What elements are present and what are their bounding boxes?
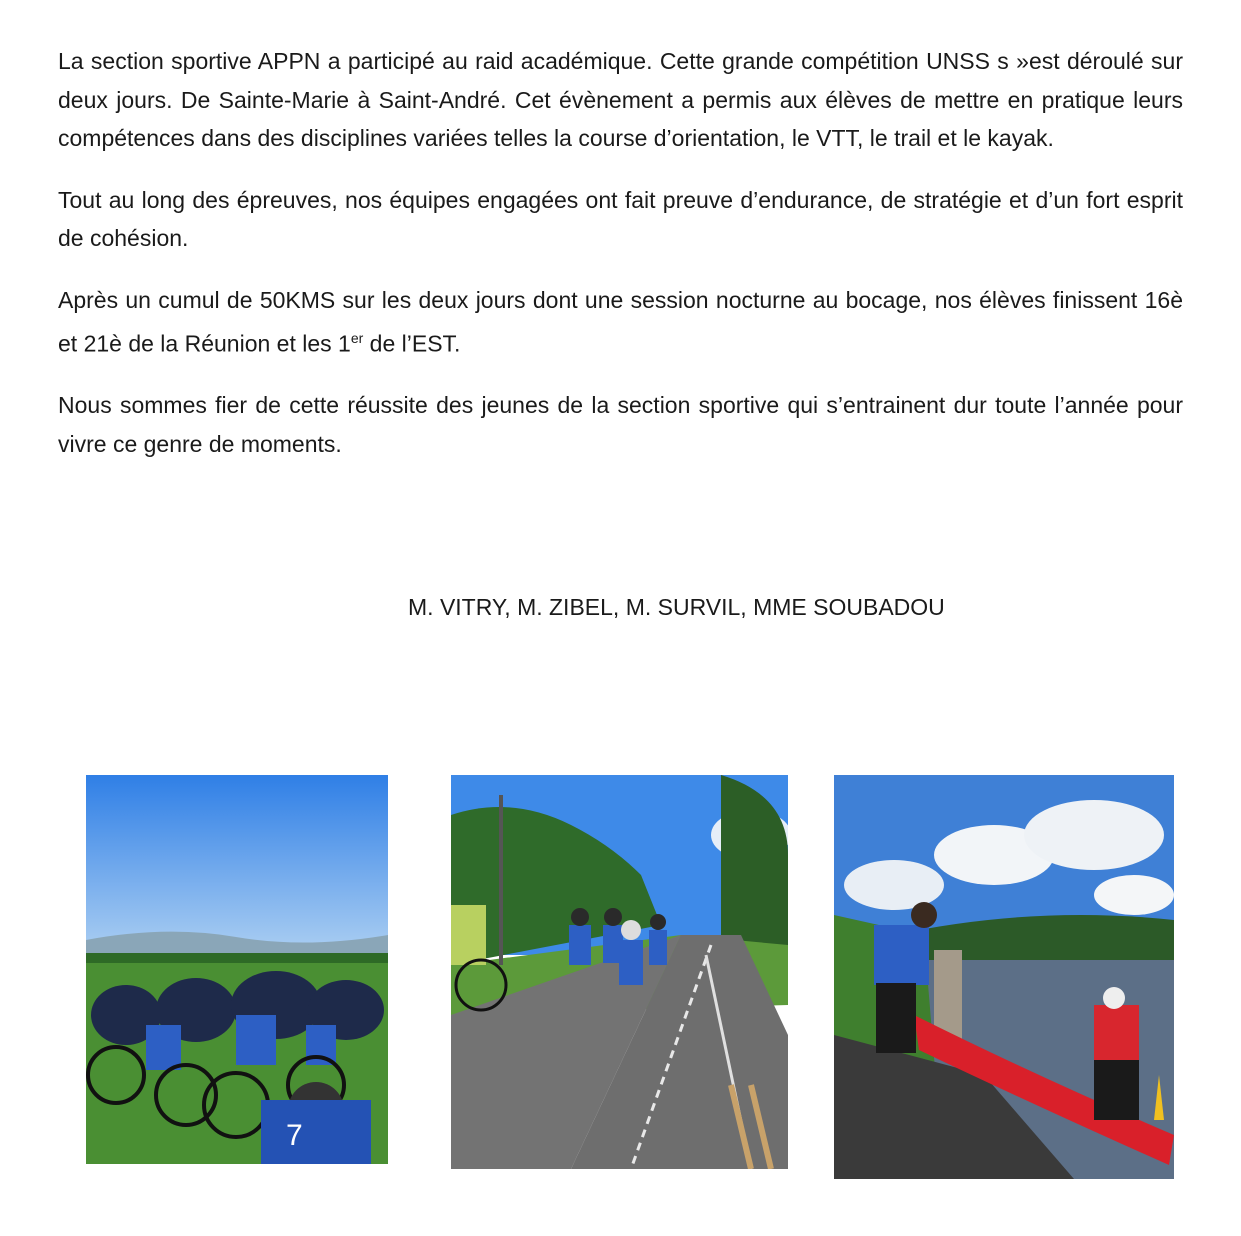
svg-text:7: 7 [286, 1119, 303, 1152]
paragraph [58, 281, 1183, 364]
paragraph-text: Après un cumul de 50KMS sur les deux jours dont une session nocturne au bocage, nos élèves finissent 16è et 21è de la Réunion et les 1 [58, 286, 1183, 357]
signature: M. VITRY, M. ZIBEL, M. SURVIL, MME SOUBADOU [408, 594, 945, 620]
paragraph: Tout au long des épreuves, nos équipes engagées ont fait preuve d’endurance, de stratégie et d’un fort esprit de cohésion. [58, 186, 1183, 251]
photo-runners [451, 775, 788, 1169]
superscript: er [350, 330, 364, 346]
paragraph: La section sportive APPN a participé au raid académique. Cette grande compétition UNSS s »est déroulé sur deux jours. De Sainte-Marie à Saint-André. Cet évènement a permis aux élèves de mettre en pratique leurs compétences dans des disciplines variées telles la course d’orientation, le VTT, le trail et le kayak. [58, 48, 1183, 151]
paragraph-text: de l’EST. [363, 330, 461, 357]
photo-bikes [86, 775, 388, 1164]
paragraph: Nous sommes fier de cette réussite des jeunes de la section sportive qui s’entrainent dur toute l’année pour vivre ce genre de moments. [58, 392, 1183, 457]
photo-kayak [834, 775, 1174, 1179]
article-body [58, 42, 1183, 486]
